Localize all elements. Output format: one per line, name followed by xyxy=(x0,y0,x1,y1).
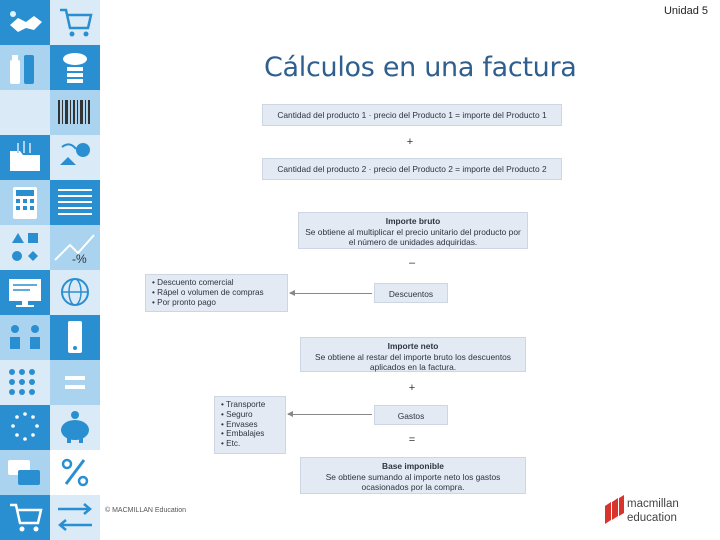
arrows-icon xyxy=(50,495,100,540)
expense-item: • Envases xyxy=(221,420,279,430)
piggy-bank-icon xyxy=(50,405,100,450)
eu-stars-icon xyxy=(0,405,50,450)
macmillan-logo xyxy=(603,494,713,530)
discount-item: • Por pronto pago xyxy=(152,298,281,308)
phone-icon xyxy=(50,315,100,360)
bottles-icon xyxy=(0,45,50,90)
gross-title: Importe bruto xyxy=(385,216,441,226)
expenses-box xyxy=(374,405,448,425)
plus-operator-2: + xyxy=(408,382,416,394)
monitor-icon xyxy=(0,270,50,315)
barcode-icon xyxy=(50,90,100,135)
net-amount-box xyxy=(300,337,526,372)
logo-line-1: macmillan xyxy=(627,498,679,510)
expense-item: • Transporte xyxy=(221,400,279,410)
shapes-icon xyxy=(0,225,50,270)
cloud-server-icon xyxy=(50,45,100,90)
globe-icon xyxy=(50,270,100,315)
product2-formula: Cantidad del producto 2 · precio del Producto 2 = importe del Producto 2 xyxy=(277,164,547,174)
expenses-label: Gastos xyxy=(397,411,425,421)
expense-item: • Seguro xyxy=(221,410,279,420)
net-desc: Se obtiene al restar del importe bruto los descuentos aplicados en la factura. xyxy=(315,351,511,372)
discount-item: • Rápel o volumen de compras xyxy=(152,288,281,298)
handshake-icon xyxy=(0,0,50,45)
money-cycle-icon xyxy=(50,135,100,180)
base-desc: Se obtiene sumando al importe neto los gastos ocasionados por la compra. xyxy=(325,471,501,492)
discounts-box xyxy=(374,283,448,303)
expense-arrow xyxy=(288,414,372,415)
transfer-icon xyxy=(0,315,50,360)
discount-arrow xyxy=(290,293,372,294)
expense-item: • Embalajes xyxy=(221,429,279,439)
product2-box xyxy=(262,158,562,180)
macmillan-logo-icon xyxy=(603,494,625,530)
minus-operator: – xyxy=(408,257,416,269)
product1-formula: Cantidad del producto 1 · precio del Producto 1 = importe del Producto 1 xyxy=(277,110,547,120)
expense-list xyxy=(221,400,279,449)
expense-item: • Etc. xyxy=(221,439,279,449)
net-title: Importe neto xyxy=(387,341,439,351)
unit-label: Unidad 5 xyxy=(663,5,708,17)
discount-list-box xyxy=(145,274,288,312)
calculator-icon xyxy=(0,180,50,225)
discount-list xyxy=(152,278,281,307)
page-title: Cálculos en una factura xyxy=(264,52,577,83)
gross-desc: Se obtiene al multiplicar el precio unitario del producto por el número de unidades adquiridas. xyxy=(305,226,521,247)
blank-tile xyxy=(0,90,50,135)
folder-icon xyxy=(0,135,50,180)
logo-line-2: education xyxy=(627,512,677,524)
discount-item: • Descuento comercial xyxy=(152,278,281,288)
percent-arrow-icon xyxy=(50,225,100,270)
cards-icon xyxy=(0,450,50,495)
shopping-cart-icon xyxy=(50,0,100,45)
tax-base-box xyxy=(300,457,526,494)
svg-text:-%: -% xyxy=(72,252,87,266)
product1-box xyxy=(262,104,562,126)
equals-operator: = xyxy=(408,434,416,446)
gross-amount-box xyxy=(298,212,528,249)
expense-list-box xyxy=(214,396,286,454)
percent-icon xyxy=(50,450,100,495)
equals-icon xyxy=(50,360,100,405)
plus-operator-1: + xyxy=(406,136,414,148)
discounts-label: Descuentos xyxy=(388,289,434,299)
copyright: © MACMILLAN Education xyxy=(105,507,187,514)
icon-sidebar xyxy=(0,0,100,540)
document-lines-icon xyxy=(50,180,100,225)
dots-grid-icon xyxy=(0,360,50,405)
base-title: Base imponible xyxy=(382,461,444,471)
cart-icon xyxy=(0,495,50,540)
